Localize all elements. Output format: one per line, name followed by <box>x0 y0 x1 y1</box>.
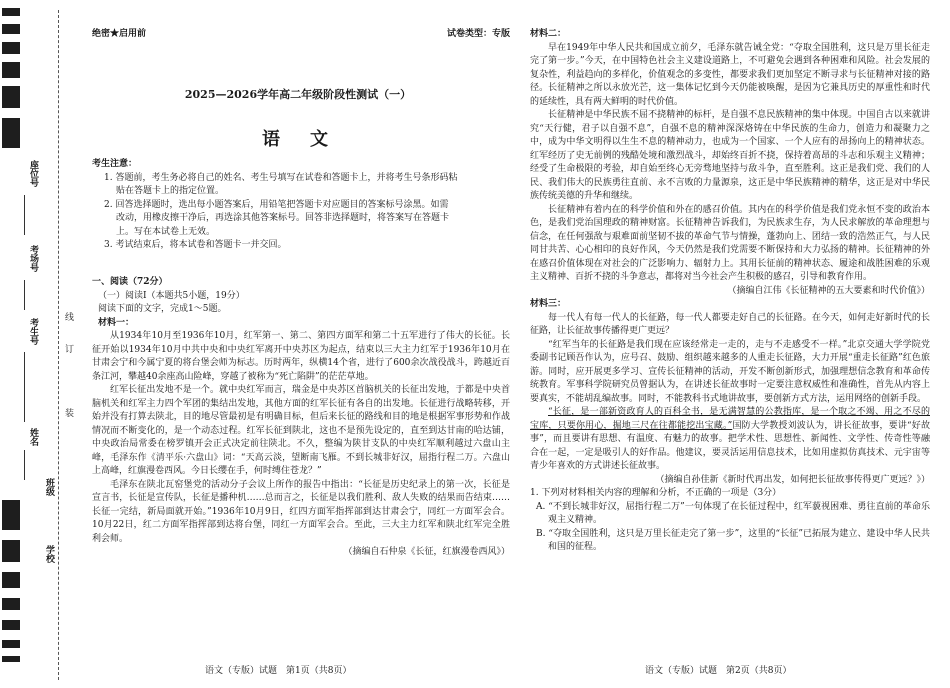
material1-paragraph: 从1934年10月至1936年10月，红军第一、第二、第四方面军和第二十五军进行了伟大的长征。长征开始以1934年10月中共中央和中央红军离开中央苏区为起点，结束以三大主力红军于1936年10月在甘肃会宁和今属宁夏的将台堡会师为标志。历时两年，纵横14个省，进行了600余次战役战斗，跨越近百条江河，攀越40余座高山险峰，穿越了被称为“死亡陷阱”的茫茫草地。 <box>92 331 510 382</box>
material1-label: 材料一： <box>98 317 135 328</box>
name-label: 姓名 <box>28 428 38 446</box>
fill-line <box>24 195 25 235</box>
stripe <box>2 62 20 78</box>
fill-line <box>24 280 25 310</box>
material2-label: 材料二： <box>530 29 567 39</box>
question-1-option-a: A. “不到长城非好汉，屈指行程二万”一句体现了在长征过程中，红军藐视困难、勇往直前的革命乐观主义精神。 <box>536 501 930 525</box>
reading-section <box>92 276 510 560</box>
instruction: 阅读下面的文字，完成1～5题。 <box>98 304 227 314</box>
header-row <box>86 28 510 42</box>
material2-paragraph: 早在1949年中华人民共和国成立前夕，毛泽东就告诫全党：“夺取全国胜利，这只是万里长征走完了第一步。”今天，在中国特色社会主义建设道路上，不可避免会遇到各种困难和风险。社会发展的复杂性，利益趋向的多样化，价值观念的多变性，都要求我们更加坚定不断寻求与长征精神对接的路径。长征精神之所以永放光芒，这一集体记忆到今天仍能被唤醒，是因为它兼具历史的厚重性和时代的延续性，具有两大鲜明的时代价值。 <box>530 42 930 107</box>
question-1-stem: 1. 下列对材料相关内容的理解和分析，不正确的一项是（3分） <box>530 488 782 498</box>
seal-mark-pack: 装 <box>63 408 73 417</box>
binding-margin <box>0 0 78 688</box>
stripe <box>2 24 20 34</box>
stripe <box>2 42 20 54</box>
stripe <box>2 500 20 530</box>
material1-paragraph: 毛泽东在陕北瓦窑堡党的活动分子会议上所作的报告中指出：“长征是历史纪录上的第一次，长征是宣言书，长征是宣传队，长征是播种机……总而言之，长征是以我们胜利、敌人失败的结果而告结束……长征一完结，新局面就开始。”1936年10月9日，红四方面军指挥部到达甘肃会宁，同红一方面军会合。10月22日，红二方面军指挥部到达将台堡，同红一方面军会合。至此，三大主力红军和陕北红军完全胜利会师。 <box>92 479 510 544</box>
seal-mark-line: 线 <box>63 312 73 321</box>
stripe <box>2 86 20 108</box>
exam-type-label: 试卷类型：专版 <box>446 29 510 39</box>
seal-mark-bind: 订 <box>63 344 73 353</box>
material2-paragraph: 长征精神是中华民族不屈不挠精神的标杆，是自强不息民族精神的集中体现。中国自古以来就讲究“天行健，君子以自强不息”，自强不息的精神深深烙铸在中华民族的生命力，创造力和凝聚力之中，成为中华文明得以生生不息的精神动力，也成为一个国家、一个人应有的昂扬向上的精神状态。红军经历了史无前例的残酷处境和激烈战斗，却始终百折不挠，保持着高昂的斗志和乐观主义精神；经受了生命极限的考验，却自始至终心无旁骛地坚持与敌斗争，直至胜利。这正是我们党、我们的人民、我们伟大的民族勇往直前、永不言败的力量源泉，这正是中华民族精神的精华，这正是对中华民族传统美德的升华和继续。 <box>530 110 930 201</box>
material2-paragraph: 长征精神有着内在的科学价值和外在的感召价值。其内在的科学价值是我们党永恒不变的政治本色，是我们党治国理政的精神财富。长征精神告诉我们，为民族求生存，为人民求解放的革命理想与信念，在任何强敌与艰难面前坚韧不拔的革命气节与情操，蓬勃向上、团结一致的浩然正气，与人民同甘共苦、心心相印的良好作风，今天仍然是我们党需要不断保持和大力弘扬的精神。长征精神的外在感召价值体现在对社会的广泛影响力、辐射力上。其用长征前的精神状态、履途和战胜困难的乐观主义精神、百折不挠的斗争意志，都将对当今社会产生积极的感召，引导和教育作用。 <box>530 204 930 282</box>
section-heading: 一、阅读（72分） <box>92 277 168 287</box>
right-content <box>530 28 930 555</box>
question-1-option-b: B. “夺取全国胜利，这只是万里长征走完了第一步”，这里的“长征”已拓展为建立、建设中华人民共和国的征程。 <box>536 528 930 552</box>
stripe <box>2 598 20 610</box>
material3-text: 国防大学教授刘波认为，讲长征故事，要讲“好故事”，而且要讲有思想、有温度、有魅力的故事。把学术性、思想性、新闻性、文学性、传奇性等融合在一起，一定是吸引人的好作品。他建议，要灵活运用信息技术，比如用虚拟仿真技术、元宇宙等青少年喜欢的方式讲述长征故事。 <box>530 420 930 471</box>
stripe <box>2 640 20 648</box>
fill-line <box>24 450 25 480</box>
subject-title: 语 文 <box>262 129 334 150</box>
notice-line: 改动，用橡皮擦干净后，再选涂其他答案标号。回答非选择题时，将答案写在答题卡 <box>116 213 450 223</box>
fill-line <box>24 352 25 422</box>
cut-line <box>58 10 59 680</box>
material1-paragraph: 红军长征出发地不是一个。就中央红军而言，瑞金是中央苏区首脑机关的长征出发地，于都是中央首脑机关和红军主力四个军团的集结出发地，其他方面的红军长征有各自的出发地。长征进行战略转移，开始并没有打算去陕北，目的地尽管最初是有明确目标，但后来长征的路线和目的地是根据军事形势和作战情况而不断变化的，是一个动态过程。红军长征到陕北，这也不是预先设定的，直至到达甘南的哈达铺，中央政治局常委在榜罗镇开会正式决定前往陕北。不久，整编为陕甘支队的中央红军顺利越过六盘山主峰，毛泽东作《清平乐·六盘山》词：“天高云淡，望断南飞雁。不到长城非好汉，屈指行程二万。六盘山上高峰，红旗漫卷西风。今日长缨在手，何时缚住苍龙？” <box>92 385 510 476</box>
material1-source: （摘编自石仲泉《长征，红旗漫卷西风》） <box>343 547 510 557</box>
notice-line: 2. 回答选择题时，选出每小题答案后，用铅笔把答题卡对应题目的答案标号涂黑。如需 <box>104 199 449 210</box>
stripe <box>2 656 20 662</box>
notice-line: 1. 答题前，考生务必将自己的姓名、考生号填写在试卷和答题卡上，并将考生号条形码粘 <box>104 172 458 183</box>
material3-paragraph <box>530 406 930 474</box>
material2-source: （摘编自江伟《长征精神的五大要素和时代价值》） <box>727 285 930 296</box>
secret-label: 绝密★启用前 <box>92 29 147 39</box>
underlined-quote: “长征，是一部新资政育人的百科全书，是无满智慧的公教指库，是一个取之不竭、用之不尽的宝库，只要你用心，掘地三尺在往都能挖出宝藏。” <box>530 407 930 431</box>
notice-line: 贴在答题卡上的指定位置。 <box>116 186 225 196</box>
stripe <box>2 572 20 588</box>
footer-page-right: 语文（专版）试题 第2页（共8页） <box>645 666 792 676</box>
material3-paragraph: 每一代人有每一代人的长征路，每一代人都要走好自己的长征路。在今天，如何走好新时代的长征路，让长征故事传播得更广更远？ <box>530 312 930 336</box>
exam-room-label: 考场号 <box>28 245 38 272</box>
subsection-heading: （一）阅读Ⅰ（本题共5小题，19分） <box>98 290 245 301</box>
stripe <box>2 8 20 16</box>
stripe <box>2 540 20 562</box>
school-label: 学校 <box>44 545 54 563</box>
class-label: 班级 <box>44 478 54 496</box>
notice-line: 上。写在本试卷上无效。 <box>116 226 216 237</box>
stripe <box>2 620 20 630</box>
notice-title: 考生注意： <box>92 159 138 169</box>
notice-line: 3. 考试结束后，将本试卷和答题卡一并交回。 <box>104 240 287 250</box>
student-number-label: 考生号 <box>28 318 38 345</box>
notice-block <box>92 158 510 253</box>
seat-number-label: 座位号 <box>28 160 38 187</box>
material3-label: 材料三： <box>530 299 567 309</box>
exam-title: 2025—2026学年高二年级阶段性测试（一） <box>184 88 412 101</box>
footer-page-left: 语文（专版）试题 第1页（共8页） <box>205 666 352 676</box>
material3-source: （摘编自孙佳新《新时代再出发，如何把长征故事传得更广更远？》） <box>655 474 930 485</box>
material3-paragraph: “红军当年的长征路是我们现在应该经常走一走的，走与不走感受不一样。”北京交通大学学院党委副书记顾吾作认为，应号召、鼓励、组织越来越多的人重走长征路，大力开展“重走长征路”红色旅游。同时，应开展更多学习、宣传长征精神的活动，开发不断创新形式，加强理想信念教育和革命传统教育。军事科学院研究员曾据认为，在讲述长征故事时一定要注意权威性和准确性，首先从内容上要真实，不能胡乱编故事。同时，不能教科书式地讲故事，要创新方式方法，运用网络的创新手段。 <box>530 339 930 404</box>
stripe <box>2 118 20 148</box>
